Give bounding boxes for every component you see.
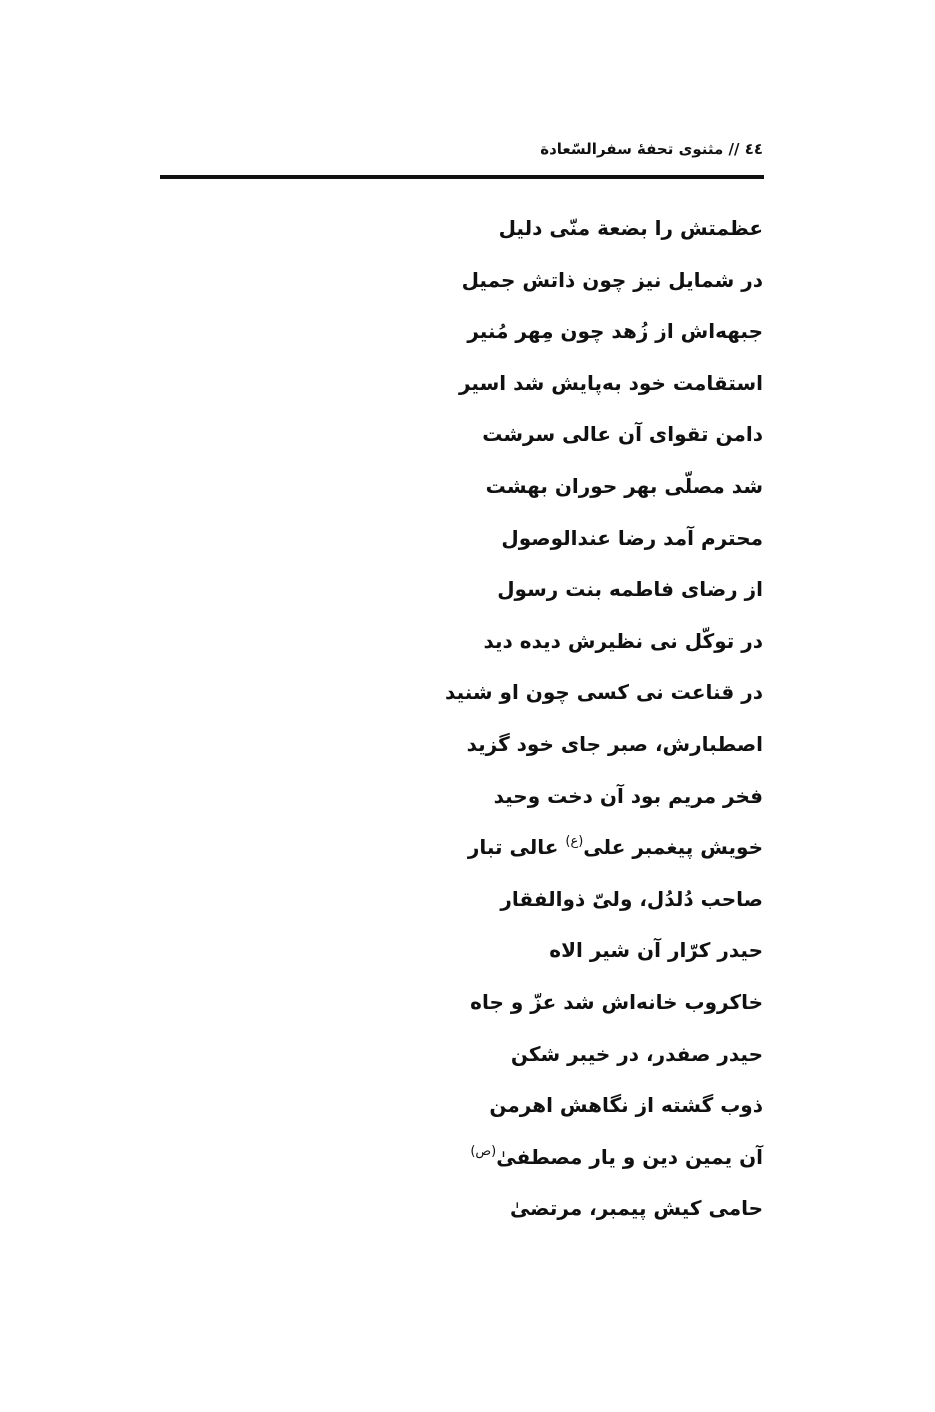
header-rule (160, 175, 764, 179)
honorific-superscript: (ع) (565, 834, 584, 850)
verse-line: فخر مریم بود آن دخت وحید (493, 783, 763, 808)
verse-line: در شمایل نیز چون ذاتش جمیل (461, 267, 763, 292)
verse-line: از رضای فاطمه بنت رسول (497, 577, 763, 602)
verse-line: محترم آمد رضا عندالوصول (501, 525, 763, 550)
verse-line: دامن تقوای آن عالی سرشت (482, 422, 763, 447)
verse-list (363, 206, 763, 1238)
honorific-superscript: (ص) (470, 1143, 497, 1159)
verse-line: ذوب گشته از نگاهش اهرمن (489, 1093, 763, 1118)
verse-line: استقامت خود به‌پایش شد اسیر (458, 370, 763, 395)
verse-line: جبهه‌اش از زُهد چون مِهر مُنیر (467, 319, 763, 344)
verse-line: حیدر کرّار آن شیر الاه (549, 938, 763, 963)
verse-line: شد مصلّی بهر حوران بهشت (485, 473, 763, 498)
verse-line: خویش پیغمبر علی$^{(ع)}$ عالی تبار (467, 834, 763, 860)
verse-line: خاکروب خانه‌اش شد عزّ و جاه (470, 989, 763, 1014)
verse-line: صاحب دُلدُل، ولیّ ذوالفقار (500, 886, 763, 911)
verse-line: حیدر صفدر، در خیبر شکن (510, 1041, 763, 1066)
verse-line: در قناعت نی کسی چون او شنید (445, 680, 763, 705)
verse-line: حامی کیش پیمبر، مرتضیٰ (509, 1196, 763, 1221)
verse-line: آن یمین دین و یار مصطفیٰ$^{(ص)}$ (470, 1143, 763, 1169)
verse-line: عظمتش را بضعة منّی دلیل (498, 216, 763, 240)
verse-line: در توکّل نی نظیرش دیده دید (483, 628, 763, 653)
running-header: ٤٤ // مثنوی تحفهٔ سفرالسّعادة (540, 140, 763, 158)
verse-line: اصطبارش، صبر جای خود گزید (466, 731, 763, 756)
